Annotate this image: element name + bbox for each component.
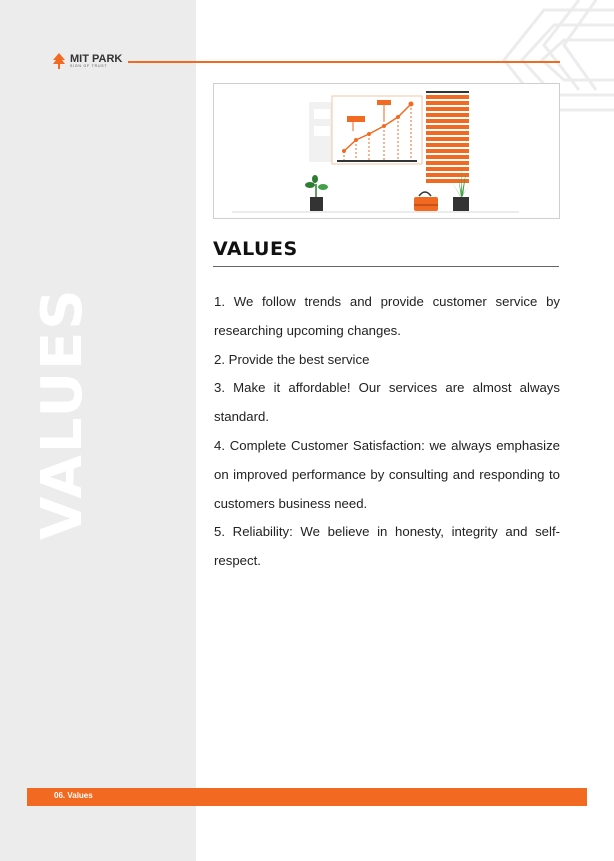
list-item: 4. Complete Customer Satisfaction: we always emphasize on improved performance by consulting and responding to customers business need. [214, 437, 560, 511]
tree-logo-icon [52, 53, 66, 69]
brand-name: MIT PARK [70, 52, 123, 65]
list-item: 5. Reliability: We believe in honesty, integrity and self-respect. [214, 524, 560, 569]
values-list [214, 288, 560, 576]
footer-page-label: 06. Values [54, 791, 93, 800]
growth-chart-illustration [213, 83, 560, 219]
list-item: 2. Provide the best service [214, 351, 370, 367]
sidebar-vertical-title: VALUES [30, 287, 95, 540]
title-divider [213, 266, 559, 267]
list-item: 3. Make it affordable! Our services are almost always standard. [214, 380, 560, 425]
section-title: VALUES [213, 238, 298, 260]
footer-bar [27, 788, 587, 806]
brand-tagline: SIGN OF TRUST [70, 63, 108, 68]
brand-logo [52, 53, 122, 69]
header-rule [128, 61, 560, 63]
left-sidebar [0, 0, 196, 861]
list-item: 1. We follow trends and provide customer service by researching upcoming changes. [214, 294, 560, 338]
